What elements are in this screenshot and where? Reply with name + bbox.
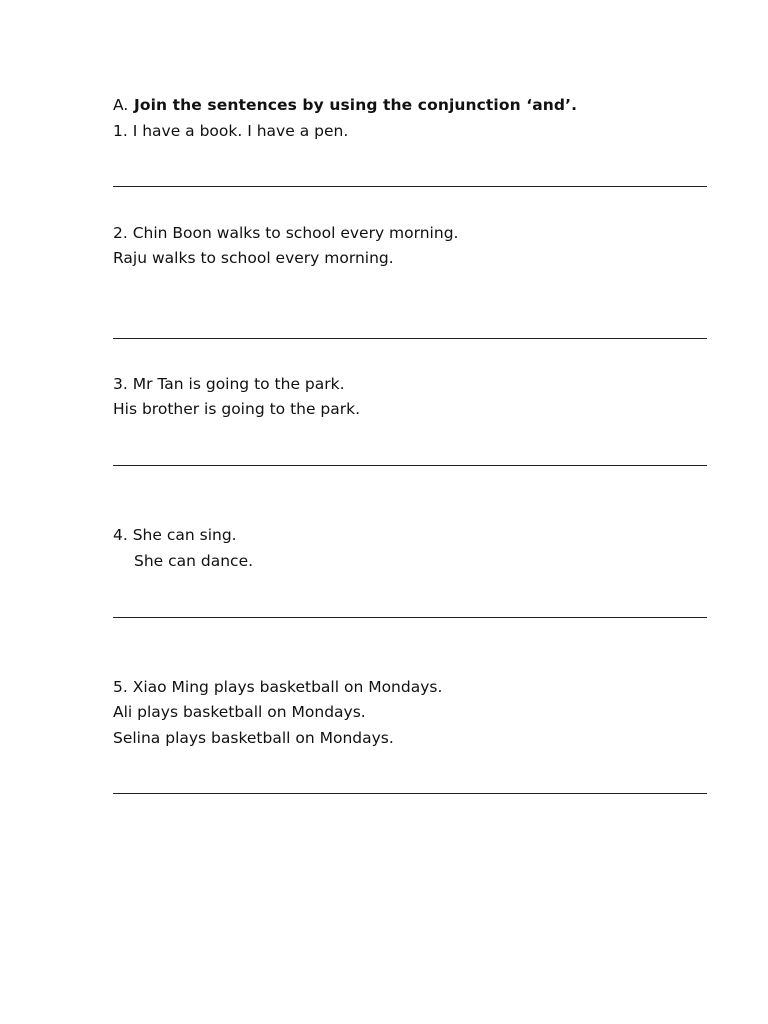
question-4-line-2: She can dance. <box>134 552 254 570</box>
answer-line-2 <box>113 338 707 339</box>
question-5-line-3: Selina plays basketball on Mondays. <box>113 729 394 747</box>
answer-line-5 <box>113 793 707 794</box>
question-2-line-1: 2. Chin Boon walks to school every morning. <box>113 224 459 242</box>
question-1-line-1: 1. I have a book. I have a pen. <box>113 122 349 140</box>
question-2-line-2: Raju walks to school every morning. <box>113 249 394 267</box>
answer-line-1 <box>113 186 707 187</box>
section-heading <box>113 96 577 114</box>
section-label: A. <box>113 96 129 114</box>
answer-line-4 <box>113 617 707 618</box>
answer-line-3 <box>113 465 707 466</box>
question-5-line-1: 5. Xiao Ming plays basketball on Mondays. <box>113 678 443 696</box>
question-5-line-2: Ali plays basketball on Mondays. <box>113 703 366 721</box>
question-3-line-1: 3. Mr Tan is going to the park. <box>113 375 345 393</box>
question-3-line-2: His brother is going to the park. <box>113 400 361 418</box>
instruction-text: Join the sentences by using the conjunction ‘and’. <box>133 96 578 114</box>
question-4-line-1: 4. She can sing. <box>113 526 237 544</box>
